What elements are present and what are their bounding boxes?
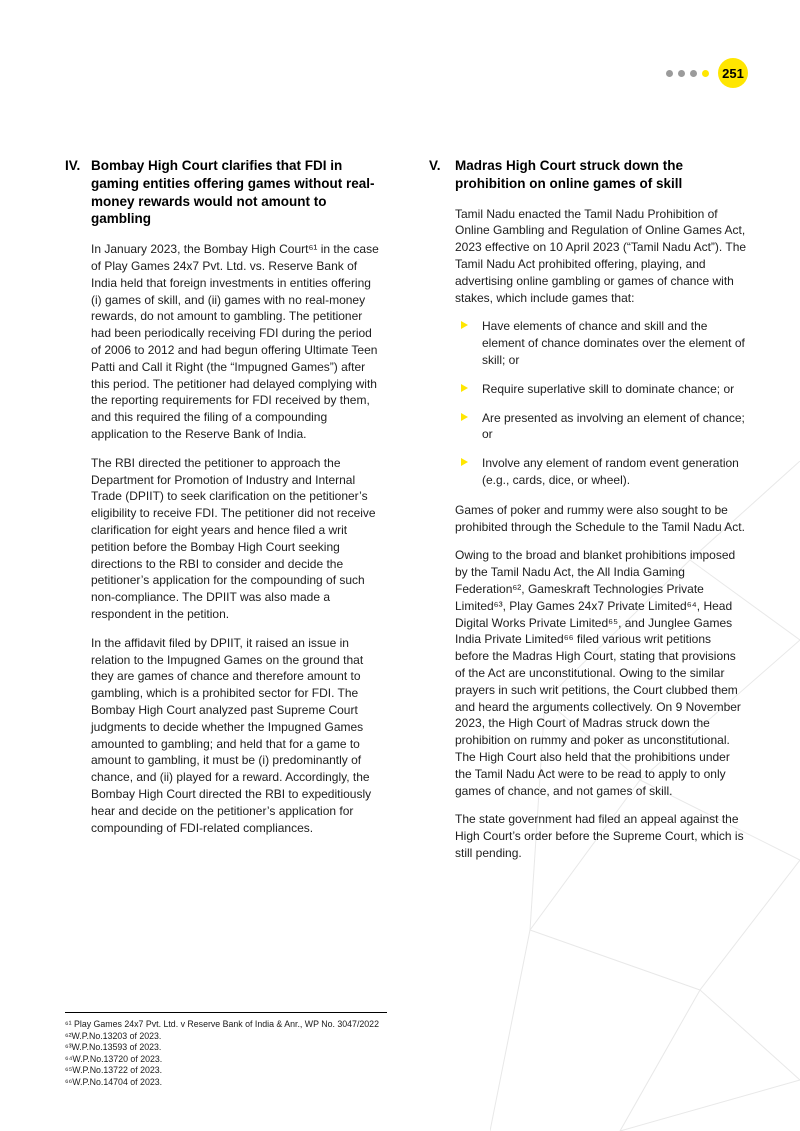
pagination-dot bbox=[690, 70, 697, 77]
bullet-list bbox=[455, 318, 748, 488]
bullet-text: Are presented as involving an element of chance; or bbox=[482, 410, 745, 442]
section-madras-high-court bbox=[429, 157, 748, 874]
section-body bbox=[455, 206, 748, 862]
paragraph: Owing to the broad and blanket prohibitions imposed by the Tamil Nadu Act, the All India Gaming Federation⁶², Gameskraft Technologies Private Limited⁶³, Play Games 24x7 Private Limited⁶⁴, Head Digital Works Private Limited⁶⁵, and Junglee Games India Private Limited⁶⁶ filed various writ petitions before the Madras High Court, stating that provisions of the Act are unconstitutional. Owing to the similar prayers in such writ petitions, the Court clubbed them and heard the arguments collectively. On 9 November 2023, the High Court of Madras struck down the prohibition on rummy and poker as unconstitutional. The High Court also held that the prohibitions under the Tamil Nadu Act were to be read to apply to only games of chance, and not games of skill. bbox=[455, 548, 741, 798]
section-heading-v bbox=[429, 157, 748, 193]
section-body bbox=[91, 241, 384, 836]
pagination-dot bbox=[666, 70, 673, 77]
bullet-triangle-icon bbox=[461, 384, 468, 392]
bullet-item bbox=[455, 410, 748, 444]
bullet-item bbox=[455, 455, 748, 489]
section-heading-iv bbox=[65, 157, 384, 228]
paragraph: In the affidavit filed by DPIIT, it raised an issue in relation to the Impugned Games on the ground that they are games of chance and therefore amount to gambling, which is a prohibited sector for FDI. The Bombay High Court analyzed past Supreme Court judgments to decide whether the Impugned Games amounted to gambling; and held that for a game to amount to gambling, it must be (i) predominantly of chance, and (ii) played for a reward. Accordingly, the Bombay High Court directed the RBI to expeditiously hear and decide on the petitioner’s application for compounding of FDI-related compliances. bbox=[91, 635, 372, 835]
content-columns bbox=[65, 157, 748, 874]
bullet-triangle-icon bbox=[461, 321, 468, 329]
bullet-text: Involve any element of random event generation (e.g., cards, dice, or wheel). bbox=[482, 456, 739, 487]
section-number: V. bbox=[429, 158, 441, 173]
bullet-item bbox=[455, 381, 748, 398]
page-number: 251 bbox=[722, 65, 744, 81]
paragraph: In January 2023, the Bombay High Court⁶¹ in the case of Play Games 24x7 Pvt. Ltd. vs. Reserve Bank of India held that foreign investments in entities offering (i) games of skill, and (ii) games with no real-money rewards, do not amount to gambling. The petitioner had been periodically receiving FDI during the period of 2006 to 2012 and had begun offering Ultimate Teen Patti and Call it Right (the “Impugned Games”) after this period. The petitioner had delayed complying with the reporting requirements for FDI received by them, and this required the filing of a compounding application to the Reserve Bank of India. bbox=[91, 242, 379, 442]
section-bombay-high-court bbox=[65, 157, 384, 874]
footnote: ⁶²W.P.No.13203 of 2023. bbox=[65, 1030, 162, 1041]
page-header bbox=[666, 58, 748, 88]
bullet-item bbox=[455, 318, 748, 368]
bullet-triangle-icon bbox=[461, 458, 468, 466]
footnote: ⁶⁴W.P.No.13720 of 2023. bbox=[65, 1053, 163, 1064]
section-number: IV. bbox=[65, 158, 81, 173]
footnote: ⁶³W.P.No.13593 of 2023. bbox=[65, 1042, 162, 1053]
pagination-dot-active bbox=[702, 70, 709, 77]
footnote: ⁶⁶W.P.No.14704 of 2023. bbox=[65, 1076, 163, 1087]
section-title: Bombay High Court clarifies that FDI in gaming entities offering games without real-money rewards would not amount to gambling bbox=[91, 158, 375, 227]
footnote: ⁶¹ Play Games 24x7 Pvt. Ltd. v Reserve Bank of India & Anr., WP No. 3047/2022 bbox=[65, 1019, 379, 1029]
page-number-badge bbox=[718, 58, 748, 88]
footnotes bbox=[65, 1012, 387, 1088]
paragraph: The RBI directed the petitioner to approach the Department for Promotion of Industry and Internal Trade (DPIIT) to seek clarification on the petitioner’s eligibility to receive FDI. The petitioner did not receive clarification for eight years and hence filed a writ petition before the Bombay High Court seeking directions to the RBI to consider and decide the petitioner’s application for the compounding of such non-compliance. The DPIIT was also made a respondent in the petition. bbox=[91, 455, 376, 621]
paragraph: Games of poker and rummy were also sought to be prohibited through the Schedule to the Tamil Nadu Act. bbox=[455, 502, 745, 534]
pagination-dots bbox=[666, 70, 709, 77]
bullet-triangle-icon bbox=[461, 413, 468, 421]
bullet-text: Require superlative skill to dominate chance; or bbox=[482, 381, 735, 396]
footnote-divider bbox=[65, 1012, 387, 1013]
footnote: ⁶⁵W.P.No.13722 of 2023. bbox=[65, 1065, 163, 1076]
pagination-dot bbox=[678, 70, 685, 77]
bullet-text: Have elements of chance and skill and the element of chance dominates over the element of skill; or bbox=[482, 319, 745, 367]
section-title: Madras High Court struck down the prohibition on online games of skill bbox=[455, 158, 684, 191]
paragraph: Tamil Nadu enacted the Tamil Nadu Prohibition of Online Gambling and Regulation of Online Games Act, 2023 effective on 10 April 2023 (“Tamil Nadu Act”). The Tamil Nadu Act prohibited offering, playing, and advertising online gambling or games of chance with stakes, which include games that: bbox=[455, 206, 747, 305]
paragraph: The state government had filed an appeal against the High Court’s order before the Supreme Court, which is still pending. bbox=[455, 812, 744, 860]
